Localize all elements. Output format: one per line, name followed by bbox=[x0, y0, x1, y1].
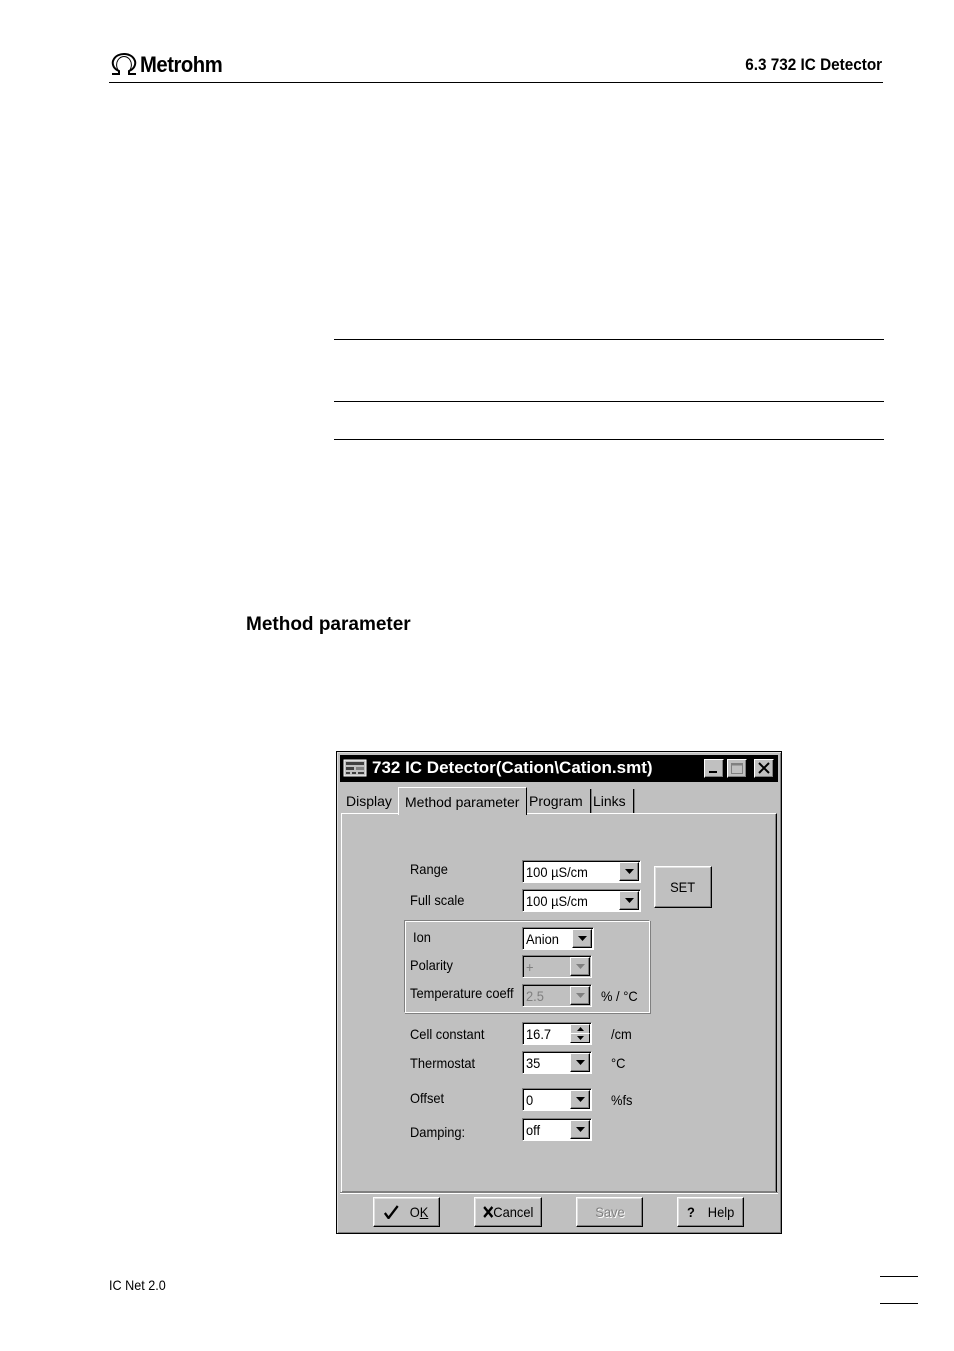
cell-constant-unit: /cm bbox=[611, 1026, 632, 1042]
window-title: 732 IC Detector(Cation\Cation.smt) bbox=[372, 758, 653, 777]
range-select[interactable] bbox=[522, 860, 641, 883]
range-value: 100 µS/cm bbox=[526, 864, 588, 880]
tab-display[interactable]: Display bbox=[340, 789, 400, 813]
x-icon bbox=[483, 1206, 493, 1218]
spin-down-button[interactable] bbox=[570, 1033, 590, 1043]
ion-label: Ion bbox=[413, 929, 431, 945]
offset-select[interactable] bbox=[522, 1088, 592, 1111]
chevron-down-icon bbox=[576, 1060, 585, 1065]
help-button-content bbox=[687, 1204, 734, 1220]
ion-select[interactable] bbox=[522, 927, 594, 950]
window-system-icon[interactable] bbox=[343, 758, 367, 778]
ok-label-accelerator: K bbox=[420, 1204, 429, 1220]
temperature-coeff-select bbox=[522, 984, 592, 1007]
checkmark-icon bbox=[384, 1205, 399, 1219]
damping-dropdown-button[interactable] bbox=[570, 1120, 590, 1139]
chevron-down-icon bbox=[625, 898, 634, 903]
minimize-icon bbox=[705, 760, 723, 777]
temperature-coeff-unit: % / °C bbox=[601, 988, 638, 1004]
polarity-value: + bbox=[526, 959, 534, 975]
omega-icon bbox=[109, 53, 139, 77]
range-label: Range bbox=[410, 861, 448, 877]
offset-dropdown-button[interactable] bbox=[570, 1090, 590, 1109]
ok-button[interactable] bbox=[373, 1197, 440, 1227]
help-label: Help bbox=[707, 1204, 735, 1220]
polarity-label: Polarity bbox=[410, 957, 453, 973]
close-icon bbox=[755, 760, 773, 777]
chevron-down-icon bbox=[576, 993, 585, 998]
thermostat-unit: °C bbox=[611, 1055, 626, 1071]
divider-rule bbox=[334, 339, 884, 340]
header-rule bbox=[109, 82, 883, 83]
cell-constant-spinbox[interactable] bbox=[522, 1022, 592, 1045]
metrohm-logo bbox=[109, 52, 229, 78]
ok-button-content bbox=[384, 1204, 428, 1220]
help-button[interactable] bbox=[677, 1197, 744, 1227]
damping-value: off bbox=[526, 1122, 541, 1138]
polarity-select bbox=[522, 955, 592, 978]
maximize-button[interactable] bbox=[727, 759, 747, 778]
damping-select[interactable] bbox=[522, 1118, 592, 1141]
footer-product: IC Net 2.0 bbox=[109, 1277, 166, 1293]
section-title: 6.3 732 IC Detector bbox=[745, 55, 882, 74]
cell-constant-value: 16.7 bbox=[526, 1026, 552, 1042]
cancel-button-content bbox=[483, 1204, 533, 1220]
polarity-dropdown-button bbox=[570, 957, 590, 976]
footer-rule bbox=[880, 1276, 918, 1277]
footer-rule bbox=[880, 1303, 918, 1304]
damping-label: Damping: bbox=[410, 1124, 466, 1140]
ok-label: O bbox=[410, 1204, 421, 1220]
cancel-label: Cancel bbox=[493, 1204, 534, 1220]
ion-dropdown-button[interactable] bbox=[572, 929, 592, 948]
divider-rule bbox=[334, 401, 884, 402]
thermostat-dropdown-button[interactable] bbox=[570, 1053, 590, 1072]
set-button[interactable] bbox=[654, 866, 712, 908]
question-icon: ? bbox=[686, 1204, 695, 1220]
chevron-down-icon bbox=[625, 869, 634, 874]
maximize-icon bbox=[728, 760, 746, 777]
chevron-down-icon bbox=[578, 936, 587, 941]
save-label: Save bbox=[594, 1204, 625, 1220]
chevron-up-icon bbox=[577, 1027, 584, 1031]
ion-value: Anion bbox=[526, 931, 559, 947]
cancel-button[interactable] bbox=[474, 1197, 542, 1227]
thermostat-value: 35 bbox=[526, 1055, 541, 1071]
offset-label: Offset bbox=[410, 1090, 445, 1106]
tab-program[interactable]: Program bbox=[523, 789, 591, 813]
close-button[interactable] bbox=[754, 759, 774, 778]
minimize-button[interactable] bbox=[704, 759, 724, 778]
thermostat-label: Thermostat bbox=[410, 1055, 476, 1071]
cell-constant-spinner[interactable] bbox=[570, 1024, 590, 1043]
brand-name: Metrohm bbox=[140, 52, 223, 77]
offset-value: 0 bbox=[526, 1092, 534, 1108]
cell-constant-label: Cell constant bbox=[410, 1026, 485, 1042]
divider-rule bbox=[334, 439, 884, 440]
temperature-coeff-dropdown-button bbox=[570, 986, 590, 1005]
save-button bbox=[576, 1197, 643, 1227]
button-bar-divider bbox=[340, 1192, 778, 1194]
full-scale-select[interactable] bbox=[522, 889, 641, 912]
tab-links[interactable]: Links bbox=[587, 789, 634, 813]
chevron-down-icon bbox=[576, 964, 585, 969]
offset-unit: %fs bbox=[611, 1092, 633, 1108]
set-button-label: SET bbox=[670, 879, 696, 895]
title-bar[interactable] bbox=[340, 755, 778, 782]
tab-method-parameter[interactable]: Method parameter bbox=[398, 787, 527, 815]
full-scale-dropdown-button[interactable] bbox=[619, 891, 639, 910]
full-scale-value: 100 µS/cm bbox=[526, 893, 588, 909]
chevron-down-icon bbox=[576, 1097, 585, 1102]
thermostat-select[interactable] bbox=[522, 1051, 592, 1074]
range-dropdown-button[interactable] bbox=[619, 862, 639, 881]
temperature-coeff-value: 2.5 bbox=[526, 988, 544, 1004]
subheading-method-parameter: Method parameter bbox=[246, 614, 411, 635]
full-scale-label: Full scale bbox=[410, 892, 465, 908]
chevron-down-icon bbox=[577, 1036, 584, 1040]
chevron-down-icon bbox=[576, 1127, 585, 1132]
temperature-coeff-label: Temperature coeff bbox=[410, 985, 514, 1001]
